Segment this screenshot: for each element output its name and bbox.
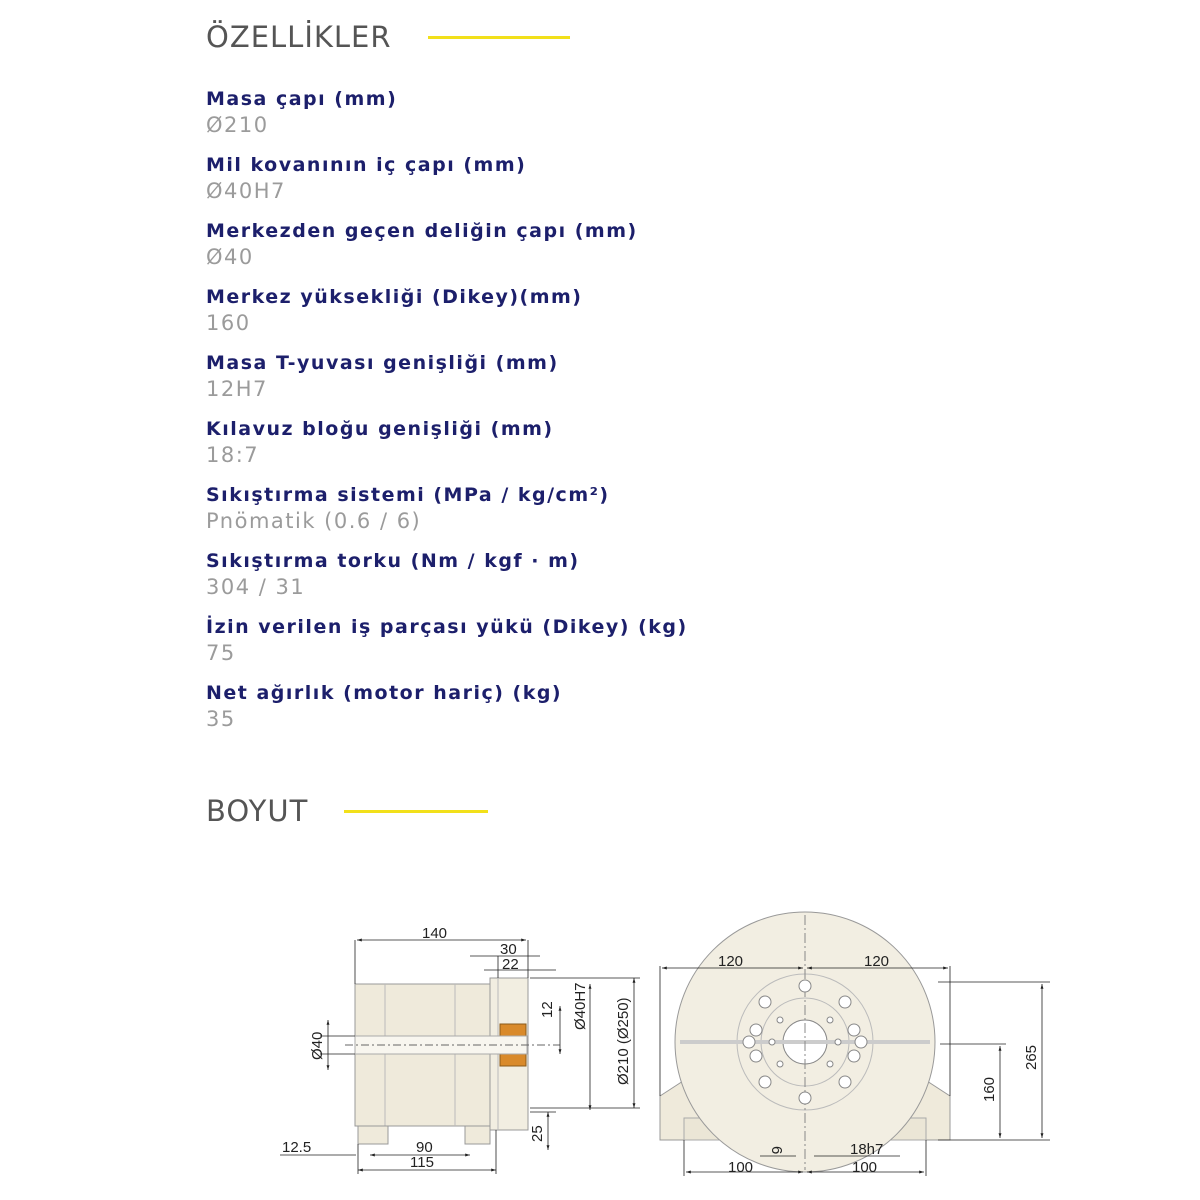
dim-120-left: 120 xyxy=(718,953,744,970)
dim-25: 25 xyxy=(529,1125,546,1142)
dim-22: 22 xyxy=(502,956,519,973)
dim-90: 90 xyxy=(416,1139,433,1156)
dim-6: 6 xyxy=(768,1146,785,1155)
dim-100-left: 100 xyxy=(728,1159,754,1176)
dim-210: Ø210 (Ø250) xyxy=(615,997,632,1085)
dim-100-right: 100 xyxy=(852,1159,878,1176)
dim-115: 115 xyxy=(410,1154,434,1171)
spec-value: 160 xyxy=(206,311,251,335)
spec-value: 75 xyxy=(206,641,236,665)
side-view xyxy=(345,978,560,1144)
spec-value: Pnömatik (0.6 / 6) xyxy=(206,509,422,533)
spec-label: Mil kovanının iç çapı (mm) xyxy=(206,154,527,176)
dim-40: Ø40 xyxy=(309,1031,326,1060)
spec-label: Net ağırlık (motor hariç) (kg) xyxy=(206,682,563,704)
dim-265: 265 xyxy=(1023,1044,1040,1070)
spec-value: 12H7 xyxy=(206,377,268,401)
spec-value: 35 xyxy=(206,707,236,731)
spec-label: Merkezden geçen deliğin çapı (mm) xyxy=(206,220,638,242)
dimension-title: BOYUT xyxy=(206,794,309,828)
spec-label: Kılavuz bloğu genişliği (mm) xyxy=(206,418,554,440)
dim-160: 160 xyxy=(981,1076,998,1102)
front-view xyxy=(660,912,950,1172)
spec-label: Sıkıştırma sistemi (MPa / kg/cm²) xyxy=(206,484,610,506)
dim-40h7: Ø40H7 xyxy=(572,982,589,1030)
dim-120-right: 120 xyxy=(864,953,890,970)
side-body xyxy=(355,984,490,1126)
spec-value: Ø40 xyxy=(206,245,254,269)
spec-label: Masa çapı (mm) xyxy=(206,88,398,110)
dim-30: 30 xyxy=(500,941,517,958)
spec-value: Ø210 xyxy=(206,113,269,137)
spec-label: Merkez yüksekliği (Dikey)(mm) xyxy=(206,286,583,308)
spec-value: Ø40H7 xyxy=(206,179,286,203)
spindle-top xyxy=(500,1024,526,1036)
spindle-bottom xyxy=(500,1054,526,1066)
spec-value: 304 / 31 xyxy=(206,575,306,599)
dim-12-5: 12.5 xyxy=(282,1139,312,1156)
dim-140: 140 xyxy=(422,925,448,942)
dim-18h7: 18h7 xyxy=(850,1141,884,1158)
features-title: ÖZELLİKLER xyxy=(206,20,392,54)
spec-label: İzin verilen iş parçası yükü (Dikey) (kg) xyxy=(206,616,688,638)
spec-value: 18:7 xyxy=(206,443,260,467)
dim-12: 12 xyxy=(539,1001,556,1018)
spec-label: Masa T-yuvası genişliği (mm) xyxy=(206,352,559,374)
spec-label: Sıkıştırma torku (Nm / kgf · m) xyxy=(206,550,580,572)
